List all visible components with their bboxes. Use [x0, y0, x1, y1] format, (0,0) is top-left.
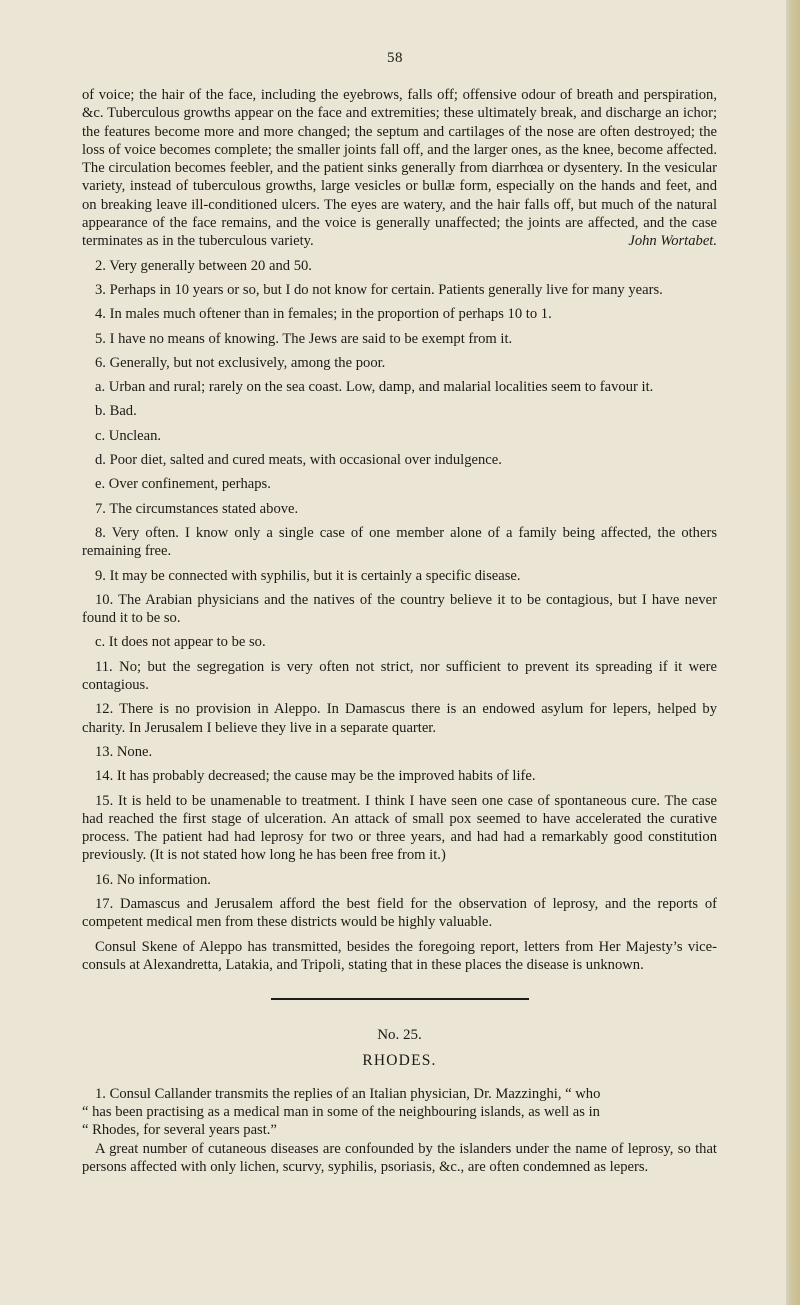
consul-skene-note: Consul Skene of Aleppo has transmitted, besides the foregoing report, letters from Her Majesty’s vice-consuls at Alexandretta, Latakia, and Tripoli, stating that in these places the disease is unknown.: [82, 938, 717, 973]
answer-17: 17. Damascus and Jerusalem afford the best field for the observation of leprosy, and the reports of competent medical men from these districts would be highly valuable.: [82, 895, 717, 931]
answer-6c: c. Unclean.: [95, 427, 162, 444]
page-body: [82, 86, 717, 1176]
answer-3: 3. Perhaps in 10 years or so, but I do not know for certain. Patients generally live for many years.: [95, 281, 663, 298]
author-signature: John Wortabet.: [628, 233, 717, 250]
rhodes-line-2: “ has been practising as a medical man in some of the neighbouring islands, as well as in: [82, 1104, 600, 1121]
rhodes-paragraph: A great number of cutaneous diseases are confounded by the islanders under the name of leprosy, so that persons affected with only lichen, scurvy, syphilis, psoriasis, &c., are often condemned as lepers.: [82, 1140, 717, 1175]
answer-6e: e. Over confinement, perhaps.: [95, 476, 271, 493]
answer-16: 16. No information.: [95, 871, 211, 888]
answer-6a: a. Urban and rural; rarely on the sea coast. Low, damp, and malarial localities seem to favour it.: [95, 379, 654, 396]
paragraph-text: of voice; the hair of the face, including the eyebrows, falls off; offensive odour of breath and perspiration, &c. Tuberculous growths appear on the face and extremities; these ultimately break, and discharge an ichor; the features become more and more changed; the septum and cartilages of the nose are often destroyed; the loss of voice becomes complete; the smaller joints fall off, and the larger ones, as the knee, become affected. The circulation becomes feebler, and the patient sinks generally from diarrhœa or dysentery. In the vesicular variety, instead of tuberculous growths, large vesicles or bullæ form, especially on the hands and feet, and on breaking leave ill-conditioned ulcers. The eyes are watery, and the hair falls off, but much of the natural appearance of the face remains, and the voice is generally unaffected; the joints are affected, and the case terminates as in the tuberculous variety.: [82, 87, 717, 250]
answer-7: 7. The circumstances stated above.: [95, 500, 299, 517]
rhodes-section: [82, 1085, 717, 1176]
answer-4: 4. In males much oftener than in females; in the proportion of perhaps 10 to 1.: [95, 306, 552, 323]
answer-14: 14. It has probably decreased; the cause may be the improved habits of life.: [95, 768, 536, 785]
answer-13: 13. None.: [95, 743, 153, 760]
answer-8: 8. Very often. I know only a single case of one member alone of a family being affected, the others remaining free.: [82, 524, 717, 560]
answer-10c: c. It does not appear to be so.: [95, 634, 266, 651]
answer-6d: d. Poor diet, salted and cured meats, with occasional over indulgence.: [95, 452, 502, 469]
page-number: 58: [387, 50, 403, 66]
answer-5: 5. I have no means of knowing. The Jews are said to be exempt from it.: [95, 330, 513, 347]
answer-11: 11. No; but the segregation is very often not strict, nor sufficient to prevent its spreading if it were contagious.: [82, 658, 717, 694]
paragraph-1-symptoms: [82, 86, 717, 251]
answer-10: 10. The Arabian physicians and the natives of the country believe it to be contagious, but I have never found it to be so.: [82, 591, 717, 627]
answer-2: 2. Very generally between 20 and 50.: [95, 257, 312, 274]
answer-9: 9. It may be connected with syphilis, but it is certainly a specific disease.: [95, 567, 521, 584]
section-title: RHODES.: [362, 1052, 437, 1070]
page-edge: [786, 0, 800, 1305]
answer-12: 12. There is no provision in Aleppo. In Damascus there is an endowed asylum for lepers, helped by charity. In Jerusalem I believe they live in a separate quarter.: [82, 701, 717, 736]
answer-15: 15. It is held to be unamenable to treatment. I think I have seen one case of spontaneous cure. The case had reached the first stage of ulceration. An attack of small pox seemed to have accelerated the curative process. The patient had had leprosy for two or three years, and had had a remarkably good constitution previously. (It is not stated how long he has been free from it.): [82, 792, 717, 864]
section-divider: [271, 998, 529, 1000]
rhodes-line-3: “ Rhodes, for several years past.”: [82, 1122, 277, 1139]
rhodes-line-1: 1. Consul Callander transmits the replies of an Italian physician, Dr. Mazzinghi, “ who: [95, 1085, 601, 1102]
answer-6b: b. Bad.: [95, 403, 137, 420]
section-number: No. 25.: [377, 1027, 422, 1044]
answer-6: 6. Generally, but not exclusively, among the poor.: [95, 354, 386, 371]
